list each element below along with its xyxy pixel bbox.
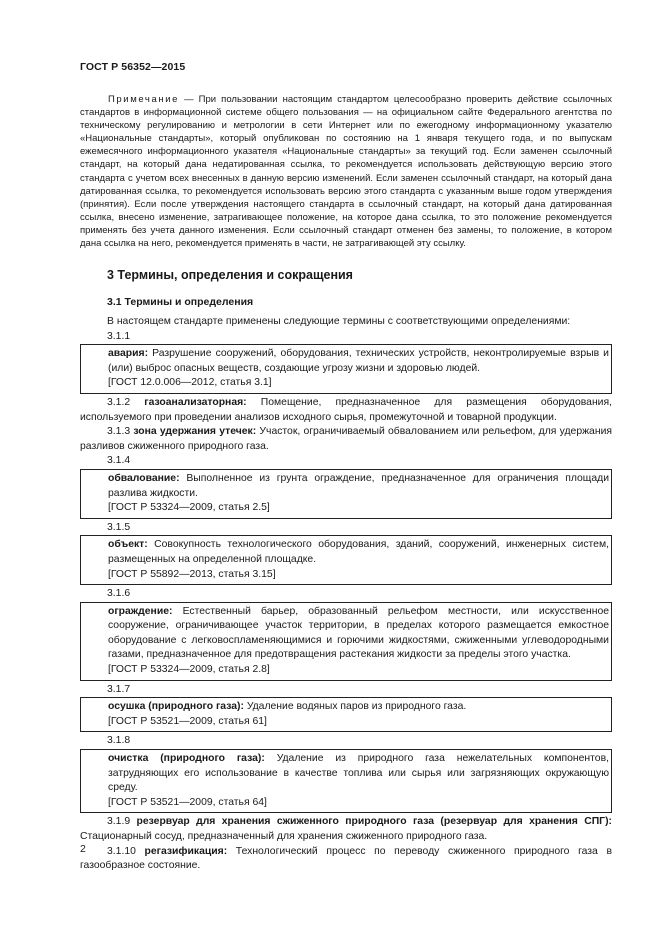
term-reference: [ГОСТ 12.0.006—2012, статья 3.1] <box>108 377 272 389</box>
term-definition: Удаление из природного газа нежелательных компонентов, затрудняющих его использование в качестве топлива или сырья или загрязняющих окружающую среду. <box>108 753 609 794</box>
term-definition: Технологический процесс по переводу сжиженного природного газа в газообразное состояние. <box>80 845 612 872</box>
term-number: 3.1.5 <box>107 521 131 533</box>
term-name: резервуар для хранения сжиженного природного газа (резервуар для хранения СПГ): <box>136 816 612 828</box>
terms-intro: В настоящем стандарте применены следующие термины с соответствующими определениями: <box>107 316 571 327</box>
term-name: газоанализаторная: <box>144 396 247 408</box>
term-name: объект: <box>108 539 148 551</box>
term-reference: [ГОСТ Р 53521—2009, статья 61] <box>108 715 267 727</box>
term-name: авария: <box>108 348 149 360</box>
note-paragraph <box>80 93 612 250</box>
term-entry <box>80 396 612 425</box>
term-definition-box <box>80 602 612 681</box>
term-reference: [ГОСТ Р 53324—2009, статья 2.8] <box>108 664 270 676</box>
term-entry <box>80 815 612 844</box>
term-definition: Выполненное из грунта ограждение, предназначенное для ограничения площади разлива жидкости. <box>108 472 609 499</box>
term-name: обвалование: <box>108 472 180 484</box>
document-header: ГОСТ Р 56352—2015 <box>80 61 186 73</box>
term-definition: Совокупность технологического оборудования, зданий, сооружений, инженерных систем, размещенных на определенной площадке. <box>108 539 609 565</box>
page-number: 2 <box>80 843 86 855</box>
term-definition: Разрушение сооружений, оборудования, технических устройств, неконтролируемые взрыв и (или) выброс опасных веществ, создающие угрозу жизни и здоровью людей. <box>108 348 609 374</box>
term-definition-box <box>80 535 612 585</box>
term-number: 3.1.10 <box>107 845 136 857</box>
term-number: 3.1.8 <box>107 735 131 747</box>
term-definition-box <box>80 697 612 732</box>
term-definition: Стационарный сосуд, предназначенный для хранения сжиженного природного газа. <box>80 831 488 842</box>
term-number: 3.1.6 <box>107 588 131 600</box>
term-number: 3.1.2 <box>107 396 131 408</box>
section-heading: 3 Термины, определения и сокращения <box>107 268 353 282</box>
term-reference: [ГОСТ Р 53521—2009, статья 64] <box>108 796 267 808</box>
term-name: ограждение: <box>108 605 173 617</box>
term-definition: Естественный барьер, образованный рельефом местности, или искусственное сооружение, ограничивающее участок территории, в пределах которого размещается емкостное оборудование с легковоспламеняющимися и горючими жидкостями, сжиженными углеводородными газами, предназначенное для предотвращения растекания жидкости за пределы этого участка. <box>108 605 609 661</box>
term-entry <box>80 845 612 874</box>
term-definition: Помещение, предназначенное для размещения оборудования, используемого при проведении анализов исходного сырья, промежуточной и товарной продукции. <box>80 396 612 423</box>
term-definition-box <box>80 344 612 394</box>
term-reference: [ГОСТ Р 53324—2009, статья 2.5] <box>108 502 270 514</box>
term-number: 3.1.1 <box>107 330 131 342</box>
term-entry <box>80 425 612 454</box>
subsection-heading: 3.1 Термины и определения <box>107 296 254 308</box>
term-name: регазификация: <box>144 845 228 857</box>
term-number: 3.1.4 <box>107 455 131 467</box>
note-label: Примечание <box>108 94 179 105</box>
term-reference: [ГОСТ Р 55892—2013, статья 3.15] <box>108 568 276 580</box>
term-definition: Участок, ограничиваемый обвалованием или рельефом, для удержания разливов сжиженного природного газа. <box>80 426 613 452</box>
term-definition: Удаление водяных паров из природного газа. <box>243 701 467 713</box>
term-number: 3.1.9 <box>107 816 131 828</box>
terms-body <box>80 315 612 874</box>
note-text: — При пользовании настоящим стандартом целесообразно проверить действие ссылочных стандартов в информационной системе общего пользования — на официальном сайте Федерального агентства по техническому регулированию и метрологии в сети Интернет или по ежегодному информационному указателю «Национальные стандарты», который опубликован по состоянию на 1 января текущего года, и по выпускам ежемесячного информационного указателя «Национальные стандарты» за текущий год. Если заменен ссылочный стандарт, на который дана недатированная ссылка, то рекомендуется использовать действующую версию этого стандарта с учетом всех внесенных в данную версию изменений. Если заменен ссылочный стандарт, на который дана датированная ссылка, то рекомендуется использовать версию этого стандарта с указанным выше годом утверждения (принятия). Если после утверждения настоящего стандарта в ссылочный стандарт, на который дана датированная ссылка, внесено изменение, затрагивающее положение, на которое дана ссылка, то это положение рекомендуется применять без учета данного изменения. Если ссылочный стандарт отменен без замены, то положение, в котором дана ссылка на него, рекомендуется применять в части, не затрагивающей эту ссылку. <box>80 94 612 250</box>
term-name: осушка (природного газа): <box>108 701 244 713</box>
term-name: очистка (природного газа): <box>108 753 265 765</box>
term-number: 3.1.7 <box>107 683 131 695</box>
term-number: 3.1.3 <box>107 426 131 438</box>
term-definition-box <box>80 469 612 519</box>
term-name: зона удержания утечек: <box>133 426 257 438</box>
term-definition-box <box>80 749 612 813</box>
